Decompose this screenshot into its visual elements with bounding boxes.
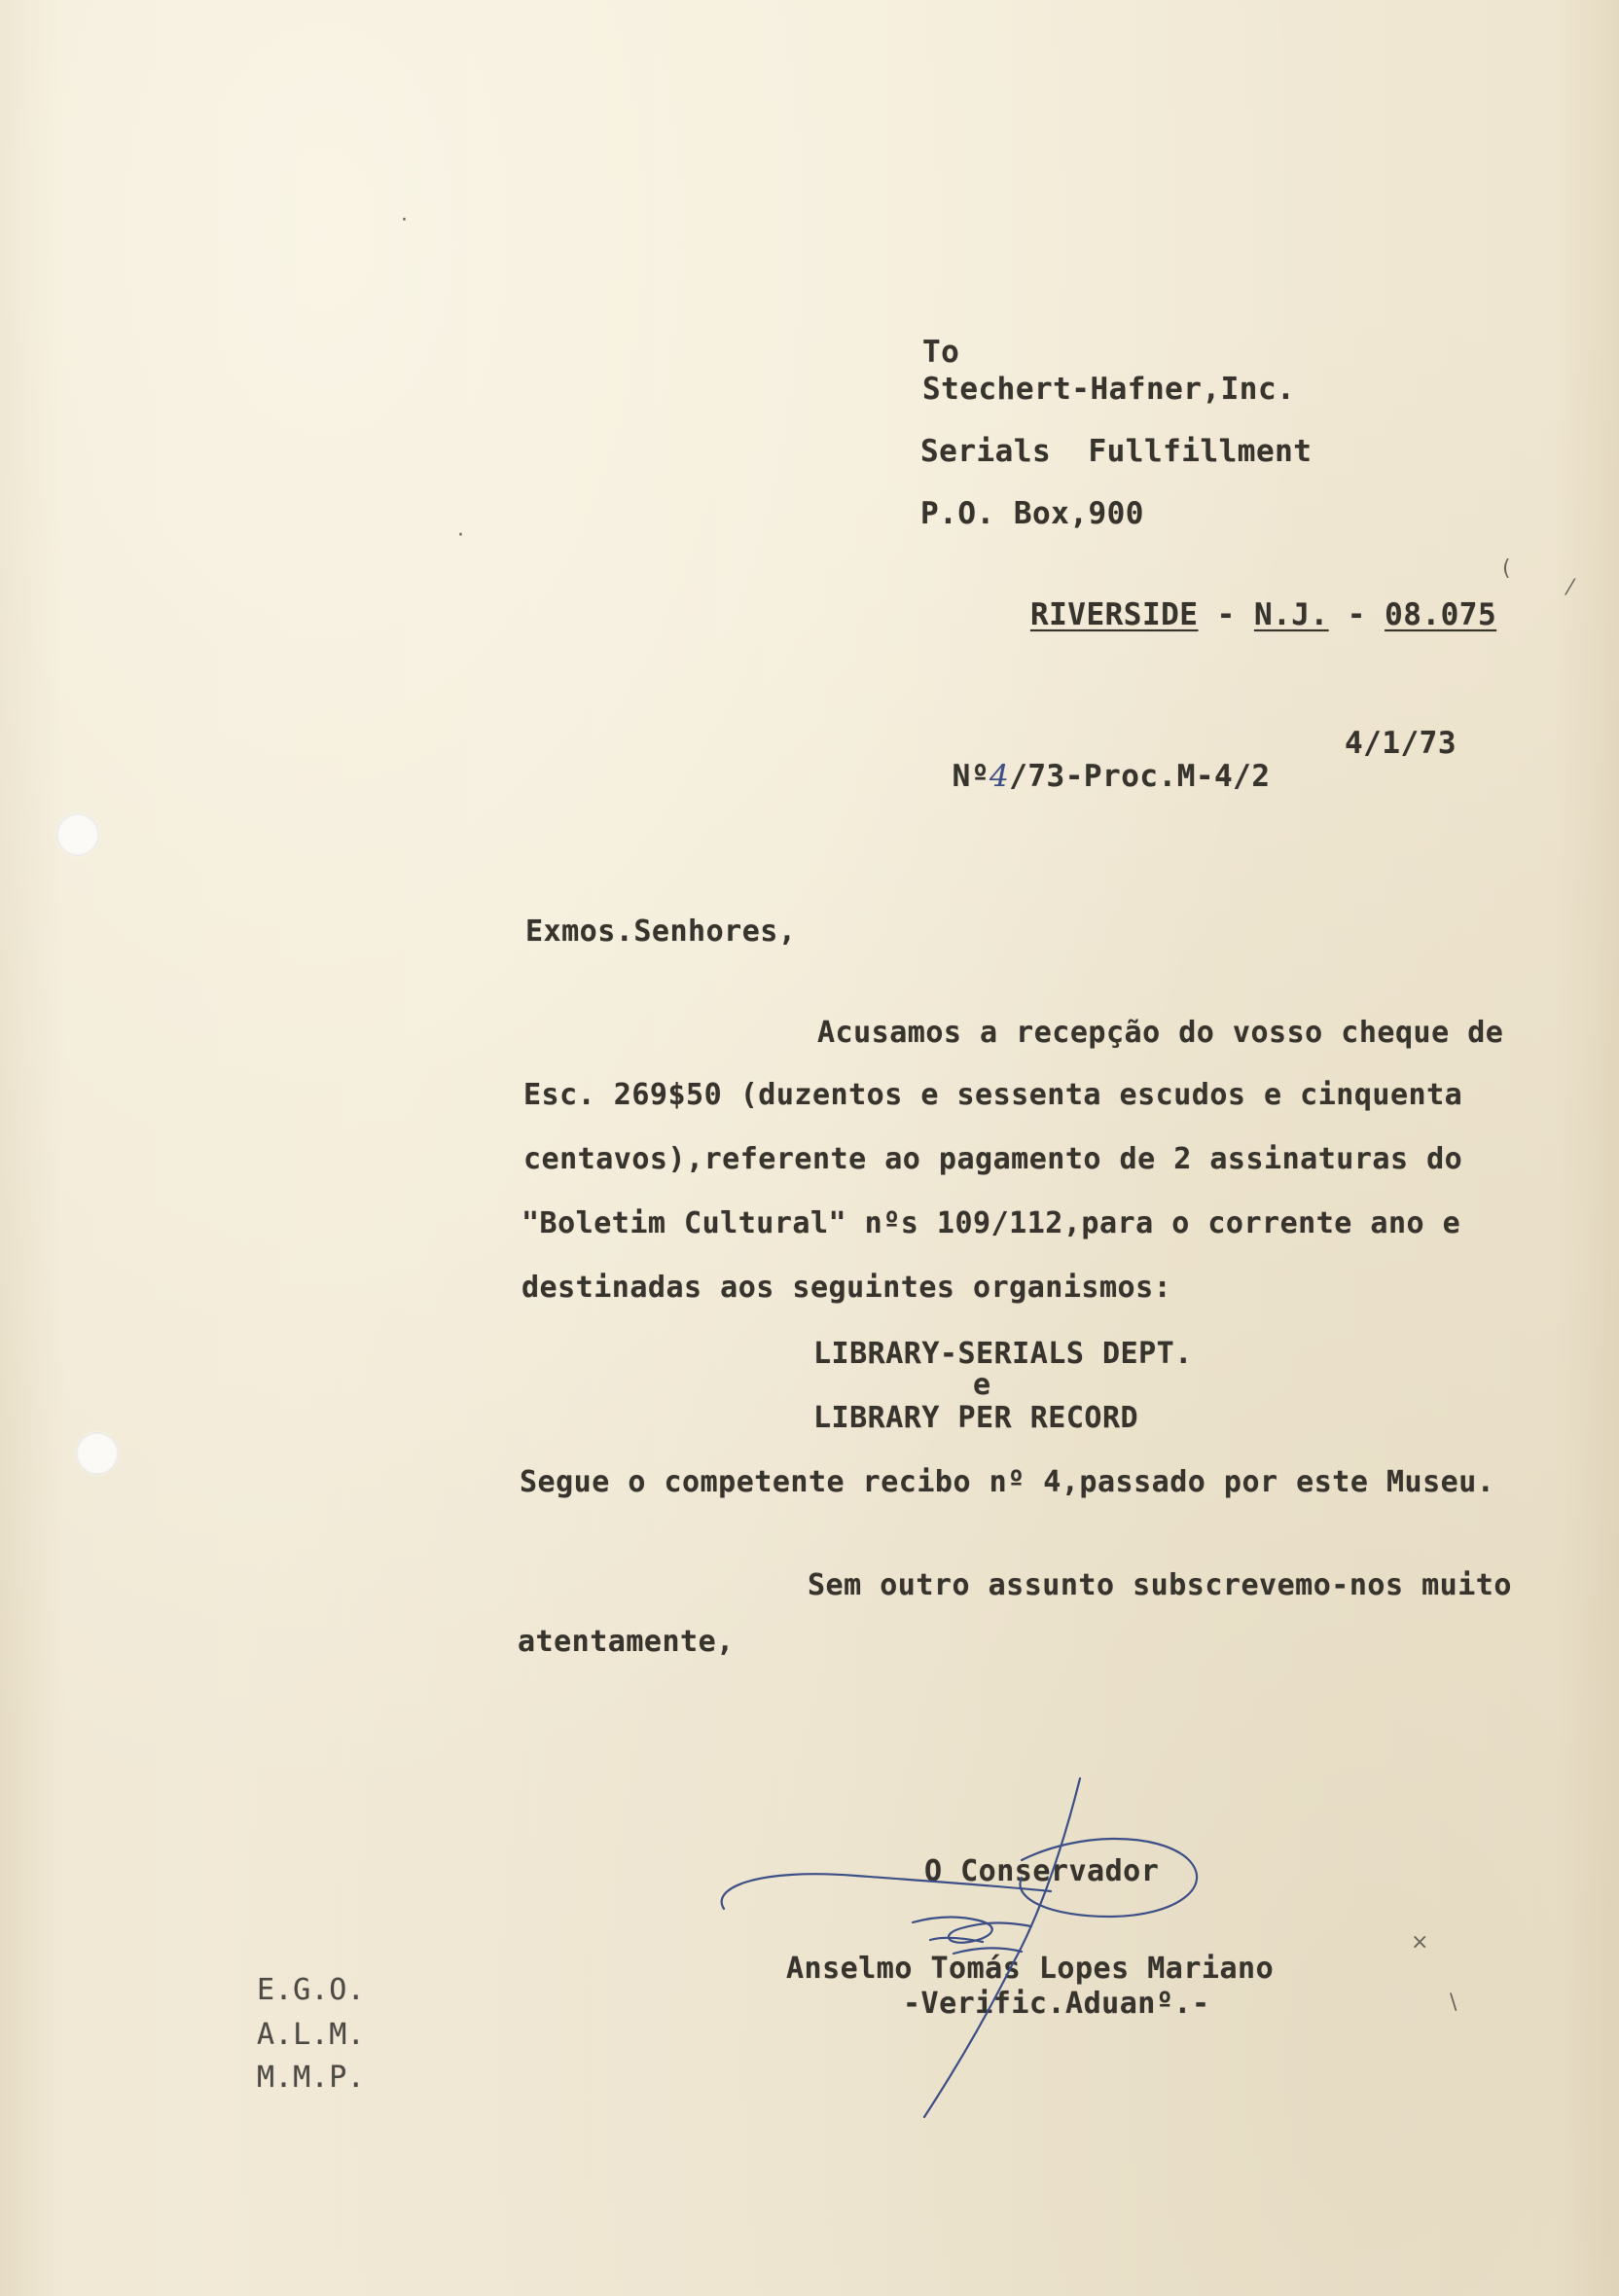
paper-speck: · — [401, 208, 408, 233]
paper-speck: · — [457, 523, 464, 548]
organisation-1: LIBRARY-SERIALS DEPT. — [813, 1337, 1193, 1371]
address-city: RIVERSIDE — [1029, 597, 1199, 632]
reference-line — [878, 724, 1271, 829]
signatory-name: Anselmo Tomás Lopes Mariano — [786, 1952, 1275, 1986]
signatory-title: O Conservador — [924, 1854, 1160, 1888]
receipt-line: Segue o competente recibo nº 4,passado por este Museu. — [520, 1465, 1495, 1499]
handwritten-signature — [701, 1771, 1206, 2121]
body-line-5: destinadas aos seguintes organismos: — [522, 1271, 1172, 1305]
punch-hole-top — [56, 813, 99, 856]
organisation-2: LIBRARY PER RECORD — [813, 1401, 1139, 1435]
body-line-1: Acusamos a recepção do vosso cheque de — [817, 1016, 1504, 1050]
organisation-conjunction: e — [973, 1368, 991, 1402]
reference-prefix: Nº — [952, 759, 989, 794]
reference-date: 4/1/73 — [1345, 726, 1457, 761]
initials-3: M.M.P. — [257, 2061, 366, 2095]
reference-process: /73-Proc.M-4/2 — [1009, 759, 1271, 794]
address-to: To — [922, 335, 960, 370]
address-separator-1: - — [1198, 597, 1254, 632]
reference-number: 4 — [989, 759, 1010, 794]
address-city-line — [918, 562, 1496, 667]
paper-speck: ( — [1502, 556, 1511, 581]
paper-speck: ⁄ — [1568, 576, 1572, 600]
address-po-box: P.O. Box,900 — [920, 496, 1144, 531]
punch-hole-bottom — [76, 1432, 119, 1475]
closing-line-1: Sem outro assunto subscrevemo-nos muito — [808, 1568, 1512, 1602]
address-separator-2: - — [1328, 597, 1385, 632]
address-department: Serials Fullfillment — [920, 434, 1313, 469]
address-state: N.J. — [1253, 597, 1329, 632]
body-line-2: Esc. 269$50 (duzentos e sessenta escudos e cinquenta — [523, 1078, 1463, 1112]
body-line-3: centavos),referente ao pagamento de 2 assinaturas do — [523, 1142, 1463, 1176]
paper-speck: \ — [1450, 1991, 1457, 2015]
signatory-role: -Verific.Aduanº.- — [903, 1987, 1210, 2021]
initials-1: E.G.O. — [257, 1973, 366, 2007]
address-company: Stechert-Hafner,Inc. — [922, 372, 1296, 407]
body-line-4: "Boletim Cultural" nºs 109/112,para o corrente ano e — [522, 1206, 1461, 1240]
salutation: Exmos.Senhores, — [525, 915, 797, 949]
address-zip: 08.075 — [1385, 597, 1497, 632]
initials-2: A.L.M. — [257, 2018, 366, 2052]
paper-speck: × — [1411, 1930, 1429, 1955]
closing-line-2: atentamente, — [518, 1625, 735, 1659]
